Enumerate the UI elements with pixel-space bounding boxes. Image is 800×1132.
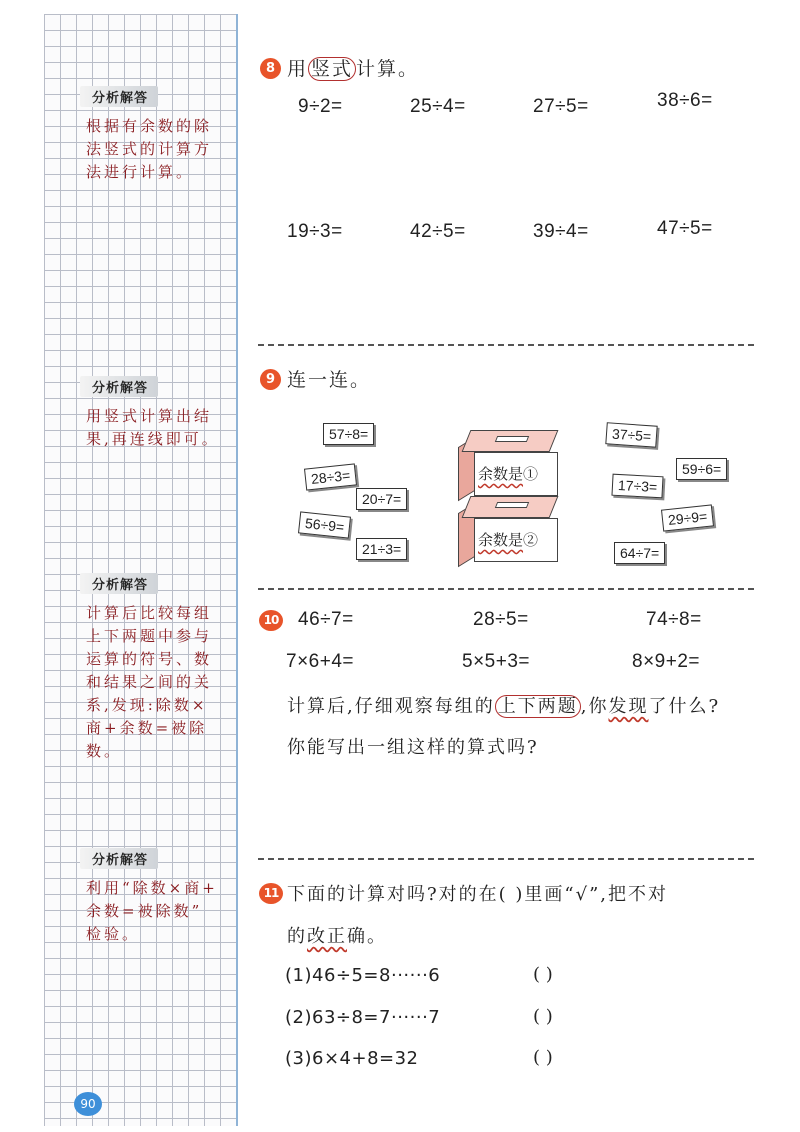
analysis-line: 运算的符号、数 [86, 650, 213, 668]
q11-text: 的 [287, 926, 307, 947]
division-card[interactable]: 20÷7= [356, 488, 407, 510]
analysis-tag: 分析解答 [80, 573, 158, 594]
q10-expression: 46÷7= [298, 609, 354, 630]
analysis-note-q8 [40, 86, 230, 184]
q10-instruction [287, 692, 720, 718]
section-divider [258, 588, 754, 590]
q8-title-circled: 竖式 [308, 57, 356, 81]
analysis-line: 系,发现:除数× [86, 696, 208, 714]
division-card[interactable]: 59÷6= [676, 458, 727, 480]
q11-instruction: 下面的计算对吗?对的在( )里画“√”,把不对 [287, 884, 669, 905]
remainder-box-1[interactable] [456, 430, 556, 500]
q10-text: 了什么? [648, 696, 721, 717]
division-card[interactable]: 64÷7= [614, 542, 665, 564]
q11-instruction-2 [287, 922, 387, 948]
box-label-text: 余数是 [478, 465, 524, 483]
q9-title: 连一连。 [287, 369, 372, 391]
analysis-tag: 分析解答 [80, 86, 158, 107]
analysis-text [86, 602, 238, 763]
division-card[interactable]: 21÷3= [356, 538, 407, 560]
q11-item: (3)6×4+8=32 [285, 1048, 419, 1069]
analysis-line: 法竖式的计算方 [86, 140, 213, 158]
q10-text: ,你 [580, 696, 609, 717]
q8-expression: 9÷2= [298, 96, 343, 117]
q11-item: (2)63÷8=7······7 [285, 1007, 441, 1028]
analysis-line: 利用“除数×商+ [86, 879, 218, 897]
analysis-line: 和结果之间的关 [86, 673, 213, 691]
box-label-digit: ① [523, 465, 539, 483]
division-card[interactable]: 29÷9= [661, 504, 714, 531]
remainder-box-2[interactable] [456, 496, 556, 566]
q10-expression: 74÷8= [646, 609, 702, 630]
analysis-line: 果,再连线即可。 [86, 430, 220, 448]
q8-title-pre: 用 [287, 58, 309, 80]
q11-wavy-text: 改正 [307, 926, 347, 947]
box-slot [495, 502, 529, 508]
q10-circled-text: 上下两题 [495, 695, 581, 718]
q10-expression: 8×9+2= [632, 651, 700, 672]
division-card[interactable]: 56÷9= [298, 511, 351, 538]
analysis-line: 商+余数=被除数。 [86, 719, 208, 760]
q10-expression: 5×5+3= [462, 651, 530, 672]
analysis-text [86, 877, 238, 946]
analysis-tag: 分析解答 [80, 376, 158, 397]
box-label-text: 余数是 [478, 531, 524, 549]
question-number-8: 8 [260, 58, 281, 79]
question-number-11: 11 [259, 883, 283, 904]
analysis-line: 法进行计算。 [86, 163, 195, 181]
division-card[interactable]: 37÷5= [605, 422, 658, 448]
answer-parenthesis[interactable]: ( ) [533, 1047, 553, 1068]
box-slot [495, 436, 529, 442]
analysis-line: 余数=被除数” [86, 902, 203, 920]
q11-text: 确。 [347, 926, 387, 947]
section-divider [258, 344, 754, 346]
analysis-note-q11 [40, 848, 230, 946]
division-card[interactable]: 17÷3= [611, 474, 663, 499]
analysis-note-q10 [40, 573, 230, 763]
q8-expression: 19÷3= [287, 221, 343, 242]
q8-expression: 27÷5= [533, 96, 589, 117]
q8-expression: 38÷6= [657, 90, 713, 111]
analysis-text [86, 405, 238, 451]
q11-item: (1)46÷5=8······6 [285, 965, 441, 986]
box-label [478, 463, 538, 484]
answer-parenthesis[interactable]: ( ) [533, 1006, 553, 1027]
analysis-line: 检验。 [86, 925, 141, 943]
analysis-line: 计算后比较每组 [86, 604, 213, 622]
q8-expression: 47÷5= [657, 218, 713, 239]
q10-expression: 28÷5= [473, 609, 529, 630]
analysis-line: 根据有余数的除 [86, 117, 213, 135]
analysis-line: 用竖式计算出结 [86, 407, 213, 425]
q8-expression: 42÷5= [410, 221, 466, 242]
question-number-10: 10 [259, 610, 283, 631]
analysis-note-q9 [40, 376, 230, 451]
division-card[interactable]: 57÷8= [323, 423, 374, 445]
q10-wavy-text: 发现 [608, 696, 649, 717]
page-number: 90 [74, 1092, 102, 1116]
q8-title-post: 计算。 [356, 58, 420, 80]
q10-question: 你能写出一组这样的算式吗? [287, 737, 539, 758]
section-divider [258, 858, 754, 860]
analysis-text [86, 115, 238, 184]
question-number-9: 9 [260, 369, 281, 390]
q10-text: 计算后,仔细观察每组的 [287, 696, 495, 717]
division-card[interactable]: 28÷3= [304, 463, 357, 490]
box-label [478, 529, 538, 550]
analysis-line: 上下两题中参与 [86, 627, 213, 645]
q10-expression: 7×6+4= [286, 651, 354, 672]
q8-title [287, 54, 419, 81]
q8-expression: 25÷4= [410, 96, 466, 117]
box-label-digit: ② [523, 531, 539, 549]
q8-expression: 39÷4= [533, 221, 589, 242]
analysis-tag: 分析解答 [80, 848, 158, 869]
answer-parenthesis[interactable]: ( ) [533, 964, 553, 985]
